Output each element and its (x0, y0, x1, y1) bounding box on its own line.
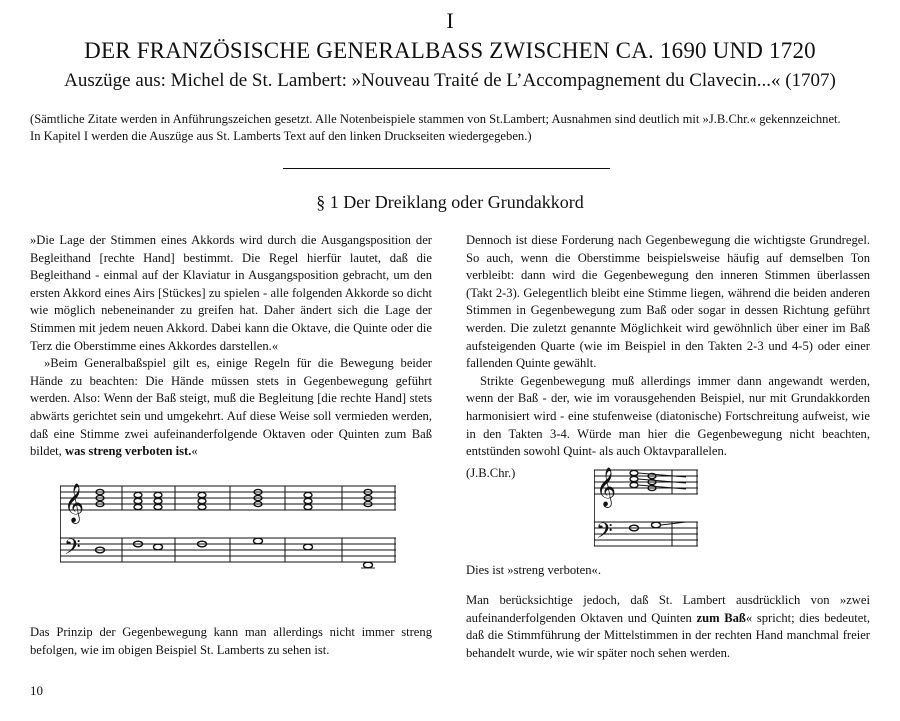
treble-staff (60, 486, 396, 510)
left-column (30, 232, 432, 461)
music-example-st-lambert (60, 478, 400, 574)
quote-paragraph-1: »Die Lage der Stimmen eines Akkords wird durch die Ausgangsposition der Begleithand [rechte Hand] bestimmt. Die Regel hierfür lautet, daß die Begleithand - einmal auf der Klaviatur in Ausgangsposition gebracht, um den ersten Akkord eines Airs [Stückes] zu spielen - alle folgenden Akkorde so dicht wie möglich nebeneinander zu greifen hat. Daher ändert sich die Lage der Stimmen mit jedem neuen Akkord. Dabei kann die Oktave, die Quinte oder die Terz die Oberstimme eines Akkordes darstellen.« (30, 233, 432, 353)
barlines (60, 486, 395, 562)
quote-paragraph-2-end: « (191, 444, 198, 459)
forbidden-caption: Dies ist »streng verboten«. (466, 563, 602, 577)
bass-notes (96, 538, 373, 568)
music-example-jbchr (594, 452, 700, 556)
example-attribution: (J.B.Chr.) (466, 466, 516, 480)
section-heading: § 1 Der Dreiklang oder Grundakkord (316, 192, 584, 212)
treble-clef-icon: 𝄞 (64, 483, 85, 523)
divider-rule (283, 168, 610, 169)
page-number: 10 (30, 683, 43, 698)
editorial-note (30, 111, 880, 145)
bass-notes-jb (630, 522, 661, 531)
chapter-title: DER FRANZÖSISCHE GENERALBASS ZWISCHEN CA. 1690 UND 1720 (84, 38, 816, 63)
right-paragraph-1: Dennoch ist diese Forderung nach Gegenbewegung die wichtigste Grundregel. So auch, wenn die Oberstimme beispielsweise häufig auf demselben Ton verbleibt: dann wird die Gegenbewegung den inneren Stimmen überlassen (Takt 2-3). Gelegentlich bleibt eine Stimme liegen, während die beiden anderen Stimmen in Gegenbewegung zum Baß oder sogar in dessen Richtung geführt werden. Die zuletzt genannte Möglichkeit wird gewöhnlich über einer im Baß aufsteigenden Quarte (wie im Beispiel in den Takten 2-3 und 4-5) oder einer fallenden Quinte gewählt. (466, 233, 870, 371)
quote-paragraph-2 (30, 355, 432, 461)
bass-clef-icon: 𝄢 (596, 519, 613, 549)
chapter-subtitle: Auszüge aus: Michel de St. Lambert: »Nouveau Traité de L’Accompagnement du Clavecin...« (1707) (64, 70, 836, 91)
bass-connector (661, 522, 686, 525)
right-column-bottom (466, 592, 870, 662)
quote-paragraph-2-bold: was streng verboten ist. (64, 444, 192, 459)
chapter-number: I (446, 8, 454, 33)
right-column (466, 232, 870, 461)
right-paragraph-3-b: « spricht; dies bedeutet, daß die Stimmführung der Mittelstimmen in der rechten Hand manchmal freier behandelt wurde, wie wir später noch sehen werden. (466, 610, 871, 660)
right-paragraph-3-a: Man berücksichtige jedoch, daß St. Lambert ausdrücklich von »zwei aufeinanderfolgenden Oktaven und Quinten (466, 593, 870, 625)
left-after-example: Das Prinzip der Gegenbewegung kann man allerdings nicht immer streng befolgen, wie im obigen Beispiel St. Lamberts zu sehen ist. (30, 625, 432, 657)
treble-clef-icon: 𝄞 (596, 467, 617, 507)
quote-paragraph-2-text: »Beim Generalbaßspiel gilt es, einige Regeln für die Bewegung beider Hände zu beachten: Die Hände müssen stets in Gegenbewegung geführt werden. Also: Wenn der Baß steigt, muß die Begleitung [die rechte Hand] stets abwärts gerichtet sein und umgekehrt. Auf diese Weise soll vermieden werden, daß eine Stimme zwei aufeinanderfolgende Oktaven oder Quinten zum Baß bildet, (30, 356, 432, 459)
left-column-bottom (30, 624, 432, 659)
right-paragraph-3 (466, 592, 870, 662)
right-paragraph-3-bold: zum Baß (696, 610, 746, 625)
editorial-note-line-1: (Sämtliche Zitate werden in Anführungszeichen gesetzt. Alle Notenbeispiele stammen von St.Lambert; Ausnahmen sind deutlich mit »J.B.Chr.« gekennzeichnet. (30, 112, 841, 126)
right-paragraph-2: Strikte Gegenbewegung muß allerdings immer dann angewandt werden, wenn der Baß - der, wie im vorausgehenden Beispiel, nur mit Grundakkorden harmonisiert wird - eine stufenweise (diatonische) Fortschreitung aufweist, wie in den Takten 3-4. Würde man hier die Gegenbewegung nicht beachten, entstünden sowohl Quint- als auch Oktavparallelen. (466, 373, 870, 459)
parallel-lines (638, 473, 686, 489)
editorial-note-line-2: In Kapitel I werden die Auszüge aus St. Lamberts Text auf den linken Druckseiten wiedergegeben.) (30, 129, 532, 143)
bass-staff (60, 538, 396, 562)
bass-clef-icon: 𝄢 (64, 535, 81, 565)
